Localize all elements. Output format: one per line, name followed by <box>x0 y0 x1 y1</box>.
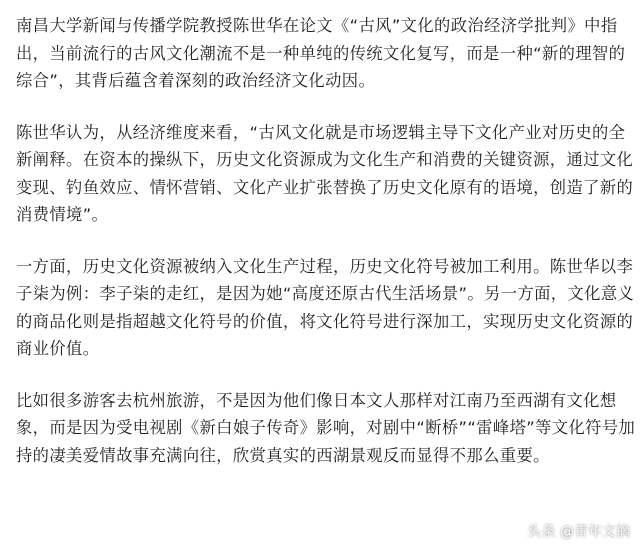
paragraph-line: 出，当前流行的古风文化潮流不是一种单纯的传统文化复写，而是一种“新的理智的 <box>16 43 626 63</box>
paragraph-line: 变现、钓鱼效应、情怀营销、文化产业扩张替换了历史文化原有的语境，创造了新的 <box>16 177 634 197</box>
paragraph-line: 子柒为例：李子柒的走红，是因为她“高度还原古代生活场景”。另一方面，文化意义 <box>16 284 635 303</box>
paragraph-3 <box>16 253 635 363</box>
paragraph-line: 的商品化则是指超越文化符号的价值，将文化符号进行深加工，实现历史文化资源的 <box>16 311 634 331</box>
paragraph-line: 综合”，其背后蕴含着深刻的政治经济文化动因。 <box>16 71 376 90</box>
paragraph-line: 比如很多游客去杭州旅游，不是因为他们像日本文人那样对江南乃至西湖有文化想 <box>16 390 617 410</box>
paragraph-line: 一方面，历史文化资源被纳入文化生产过程，历史文化符号被加工利用。陈世华以李 <box>16 256 634 276</box>
paragraph-4 <box>16 387 636 470</box>
watermark-handle: @青年文摘 <box>560 524 630 540</box>
paragraph-2 <box>16 119 634 229</box>
paragraph-line: 南昌大学新闻与传播学院教授陈世华在论文《“古风”文化的政治经济学批判》中指 <box>16 16 618 35</box>
paragraph-line: 消费情境”。 <box>16 205 109 224</box>
paragraph-line: 新阐释。在资本的操纵下，历史文化资源成为文化生产和消费的关键资源，通过文化 <box>16 150 634 169</box>
paragraph-1 <box>16 12 628 95</box>
watermark-brand: 头条 <box>527 524 556 540</box>
paragraph-line: 陈世华认为，从经济维度来看，“古风文化就是市场逻辑主导下文化产业对历史的全 <box>16 122 626 142</box>
watermark <box>527 521 630 541</box>
paragraph-line: 象，而是因为受电视剧《新白娘子传奇》影响，对剧中“断桥”“雷峰塔”等文化符号加 <box>16 418 636 437</box>
paragraph-line: 商业价值。 <box>16 339 100 358</box>
paragraph-line: 持的凄美爱情故事充满向往，欣赏真实的西湖景观反而显得不那么重要。 <box>16 445 550 465</box>
article-body <box>16 12 636 469</box>
